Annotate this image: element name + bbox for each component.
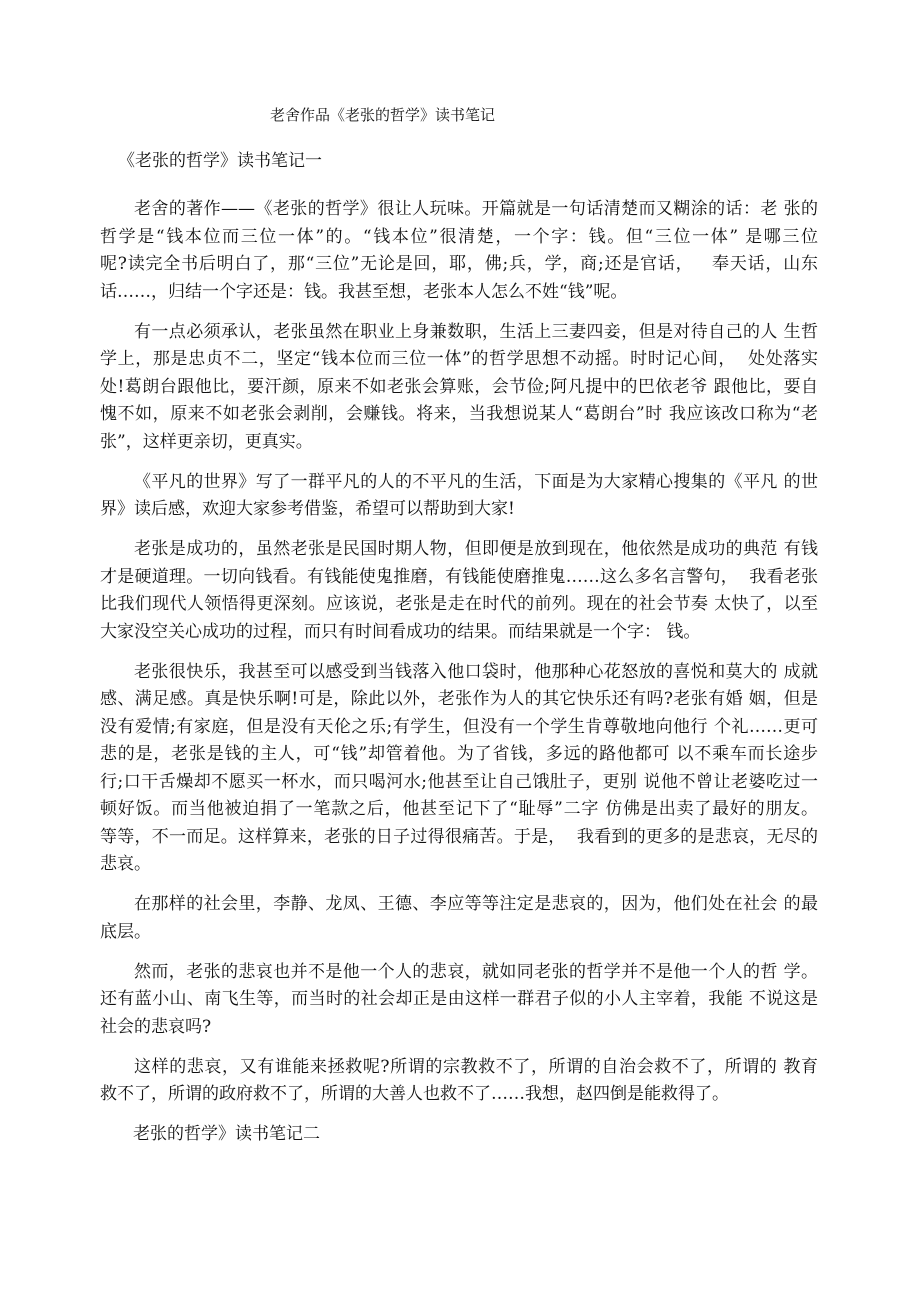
paragraph-line: 《平凡的世界》写了一群平凡的人的不平凡的生活，下面是为大家精心搜集的《平凡 的世 (134, 471, 818, 492)
paragraph-line: 有一点必须承认，老张虽然在职业上身兼数职，生活上三妻四妾，但是对待自己的人 生哲 (134, 321, 818, 342)
paragraph (100, 1054, 818, 1109)
document-title: 老舍作品《老张的哲学》读书笔记 (270, 106, 496, 124)
paragraph-line: 行;口干舌燥却不愿买一杯水，而只喝河水;他甚至让自己饿肚子，更别 说他不曾让老婆吃过一 (100, 771, 818, 792)
paragraph (100, 959, 818, 1042)
paragraph-line: 等等，不一而足。这样算来，老张的日子过得很痛苦。于是， 我看到的更多的是悲哀，无尽的 (100, 826, 818, 847)
paragraph (100, 659, 818, 879)
paragraph-line: 救不了，所谓的政府救不了，所谓的大善人也救不了……我想，赵四倒是能救得了。 (100, 1084, 729, 1104)
paragraph-line: 感、满足感。真是快乐啊!可是，除此以外，老张作为人的其它快乐还有吗?老张有婚 姻，但是 (100, 689, 818, 709)
paragraph-line: 比我们现代人领悟得更深刻。应该说，老张是走在时代的前列。现在的社会节奏 太快了，以至 (100, 594, 818, 614)
section-heading-1: 《老张的哲学》读书笔记一 (118, 151, 322, 171)
paragraph-line: 学上，那是忠贞不二，坚定“钱本位而三位一体”的哲学思想不动摇。时时记心间， 处处落实 (100, 349, 818, 369)
paragraph-line: 界》读后感，欢迎大家参考借鉴，希望可以帮助到大家! (100, 499, 515, 519)
paragraph-line: 顿好饭。而当他被迫捐了一笔款之后，他甚至记下了“耻辱”二字 仿佛是出卖了最好的朋友。 (100, 799, 818, 819)
paragraph-line: 然而，老张的悲哀也并不是他一个人的悲哀，就如同老张的哲学并不是他一个人的哲 学。 (134, 961, 818, 982)
paragraph-line: 老张是成功的，虽然老张是民国时期人物，但即便是放到现在，他依然是成功的典范 有钱 (134, 539, 818, 559)
paragraph-line: 没有爱情;有家庭，但是没有天伦之乐;有学生，但没有一个学生肯尊敬地向他行 个礼……更可 (100, 716, 818, 737)
paragraph-line: 呢?读完全书后明白了，那“三位”无论是回，耶，佛;兵，学，商;还是官话， 奉天话，山东 (100, 254, 818, 274)
paragraph-line: 哲学是“钱本位而三位一体”的。“钱本位”很清楚，一个字：钱。但“三位一体” 是哪三位 (100, 226, 818, 247)
paragraph-line: 悲哀。 (100, 854, 151, 874)
paragraph-line: 才是硬道理。一切向钱看。有钱能使鬼推磨，有钱能使磨推鬼……这么多名言警句， 我看老张 (100, 566, 818, 587)
paragraph-line: 底层。 (100, 921, 151, 942)
paragraph-line: 张”，这样更亲切，更真实。 (100, 431, 313, 452)
paragraph-line: 在那样的社会里，李静、龙凤、王德、李应等等注定是悲哀的，因为，他们处在社会 的最 (134, 894, 818, 914)
section-heading-2: 老张的哲学》读书笔记二 (133, 1124, 320, 1144)
paragraph (100, 196, 818, 306)
paragraph (100, 319, 818, 457)
paragraph-line: 这样的悲哀，又有谁能来拯救呢?所谓的宗教救不了，所谓的自治会救不了，所谓的 教育 (134, 1056, 818, 1077)
paragraph (100, 536, 818, 646)
paragraph-line: 处!葛朗台跟他比，要汗颜，原来不如老张会算账，会节俭;阿凡提中的巴依老爷 跟他比，要自 (100, 376, 818, 397)
paragraph (100, 469, 818, 524)
paragraph-line: 老张很快乐，我甚至可以感受到当钱落入他口袋时，他那种心花怒放的喜悦和莫大的 成就 (134, 661, 818, 682)
paragraph-line: 话……，归结一个字还是：钱。我甚至想，老张本人怎么不姓“钱”呢。 (100, 281, 628, 302)
document-body (100, 196, 818, 1149)
paragraph-line: 大家没空关心成功的过程，而只有时间看成功的结果。而结果就是一个字： 钱。 (100, 621, 701, 642)
paragraph (100, 891, 818, 946)
paragraph-line: 还有蓝小山、南飞生等，而当时的社会却正是由这样一群君子似的小人主宰着，我能 不说这是 (100, 989, 818, 1009)
paragraph-line: 愧不如，原来不如老张会剥削，会赚钱。将来，当我想说某人“葛朗台”时 我应该改口称为“老 (100, 404, 818, 424)
paragraph-line: 老舍的著作——《老张的哲学》很让人玩味。开篇就是一句话清楚而又糊涂的话：老 张的 (134, 199, 818, 219)
paragraph-line: 社会的悲哀吗? (100, 1016, 212, 1037)
paragraph-line: 悲的是，老张是钱的主人，可“钱”却管着他。为了省钱，多远的路他都可 以不乘车而长途步 (100, 744, 818, 764)
